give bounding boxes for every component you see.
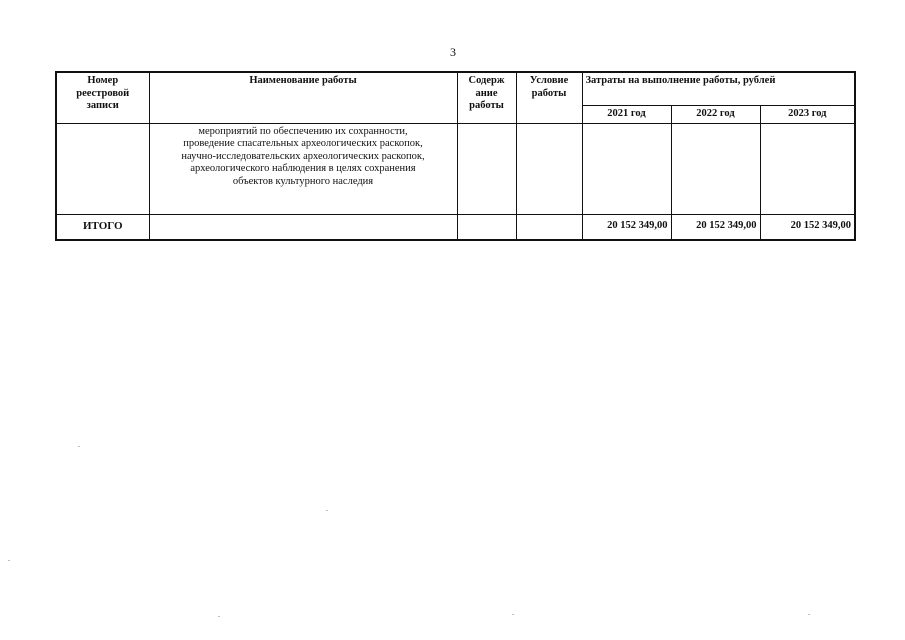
total-label: ИТОГО <box>56 214 149 240</box>
header-row <box>56 72 855 106</box>
scan-speck <box>512 614 514 615</box>
header-year-2022: 2022 год <box>671 106 760 124</box>
page-number: 3 <box>450 45 456 59</box>
total-content-cell <box>457 214 516 240</box>
cell-cost-2023 <box>760 123 855 214</box>
header-work-condition: Условие работы <box>516 72 582 123</box>
cell-registry-number <box>56 123 149 214</box>
header-year-2021: 2021 год <box>582 106 671 124</box>
cell-work-condition <box>516 123 582 214</box>
total-cost-2021: 20 152 349,00 <box>582 214 671 240</box>
total-work-name-cell <box>149 214 457 240</box>
continuation-row <box>56 123 855 214</box>
header-work-content: Содерж ание работы <box>457 72 516 123</box>
total-cost-2022: 20 152 349,00 <box>671 214 760 240</box>
scan-speck <box>218 616 220 617</box>
header-costs: Затраты на выполнение работы, рублей <box>582 72 855 106</box>
cell-work-description: мероприятий по обеспечению их сохранности, проведение спасательных археологических раскопок, научно-исследовательских археологических раскопок, археологического наблюдения в целях сохранения объектов культурного наследия <box>149 123 457 214</box>
scan-speck <box>78 446 80 447</box>
total-row <box>56 214 855 240</box>
scan-speck <box>8 560 10 561</box>
cell-cost-2021 <box>582 123 671 214</box>
scan-speck <box>808 614 810 615</box>
registry-table <box>55 71 856 241</box>
header-year-2023: 2023 год <box>760 106 855 124</box>
total-condition-cell <box>516 214 582 240</box>
scan-speck <box>326 510 328 511</box>
cell-work-content <box>457 123 516 214</box>
header-registry-number: Номер реестровой записи <box>56 72 149 123</box>
total-cost-2023: 20 152 349,00 <box>760 214 855 240</box>
cell-cost-2022 <box>671 123 760 214</box>
header-work-name: Наименование работы <box>149 72 457 123</box>
